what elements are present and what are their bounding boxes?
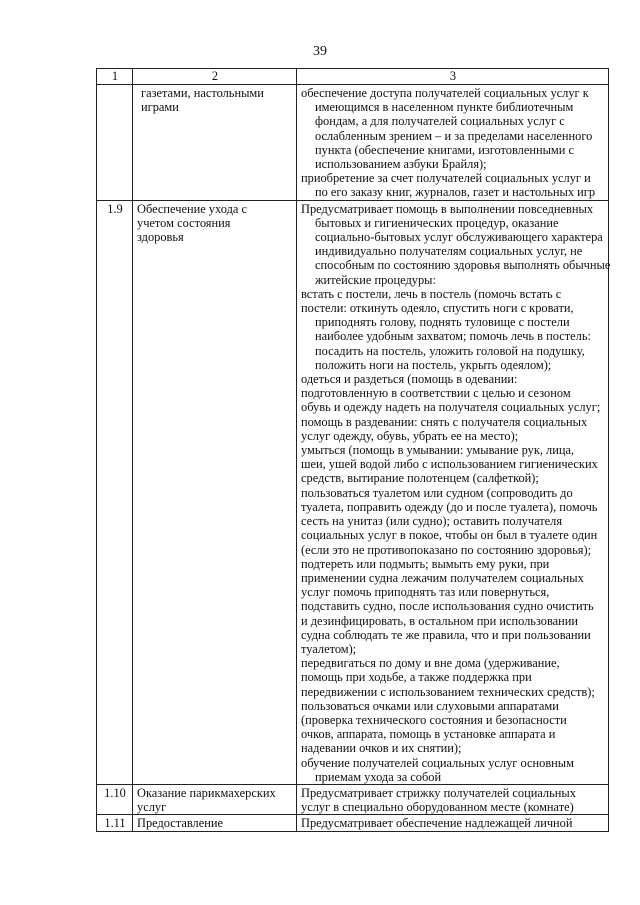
- description-line: приподнять голову, поднять туловище с постели: [315, 315, 570, 330]
- description-line: судна соблюдать те же правила, что и при пользовании: [301, 627, 591, 642]
- description-line: средств, вытирание полотенцем (салфеткой);: [301, 471, 539, 486]
- service-name-line: газетами, настольными: [141, 86, 264, 100]
- description-line: надевании очков и их снятии);: [301, 741, 462, 756]
- table-row: [97, 200, 609, 784]
- service-name: [133, 85, 297, 201]
- description-line: передвижении с использованием технических средств);: [301, 684, 595, 699]
- description-line: Предусматривает помощь в выполнении повседневных: [301, 201, 594, 216]
- description-line: приемам ухода за собой: [315, 769, 442, 784]
- table-row: [97, 85, 609, 201]
- description-line: положить ноги на постель, укрыть одеялом);: [315, 357, 552, 372]
- description-line: помощь при ходьбе, а также поддержка при: [301, 670, 532, 685]
- description-line: шеи, ушей водой либо с использованием гигиенических: [301, 457, 598, 472]
- table-header-row: [97, 69, 609, 85]
- description-line: подготовленную в соответствии с целью и сезоном: [301, 386, 571, 401]
- service-name-line: играми: [141, 100, 179, 115]
- description-line: социальных услуг в покое, чтобы он был в туалете один: [301, 528, 598, 543]
- description-line: ослабленным зрением – и за пределами населенного: [315, 128, 593, 143]
- services-table: [96, 68, 609, 832]
- description-line: одеться и раздеться (помощь в одевании:: [301, 372, 518, 387]
- service-description: [297, 815, 609, 831]
- service-name: [133, 784, 297, 814]
- description-line: встать с постели, лечь в постель (помочь встать с: [301, 286, 562, 301]
- description-line: очков, аппарата, помощь в установке аппарата и: [301, 727, 556, 742]
- description-line: туалетом);: [301, 641, 357, 656]
- service-name-line: Предоставление: [137, 816, 223, 831]
- page-number: 39: [313, 44, 327, 59]
- service-name-line: Обеспечение ухода с: [137, 201, 247, 216]
- description-line: услуг в специально оборудованном месте (комнате): [301, 800, 574, 815]
- description-line: (если это не противопоказано по состоянию здоровья);: [301, 542, 592, 557]
- description-line: обеспечение доступа получателей социальных услуг к: [301, 86, 589, 100]
- service-description: [297, 784, 609, 814]
- service-name-line: здоровья: [137, 230, 184, 245]
- header-cell-2: 2: [133, 69, 297, 85]
- header-cell-1: 1: [97, 69, 133, 85]
- description-line: постели: откинуть одеяло, спустить ноги с кровати,: [301, 301, 574, 316]
- description-line: использованием азбуки Брайля);: [315, 157, 487, 172]
- description-line: имеющимся в населенном пункте библиотечным: [315, 100, 574, 115]
- description-line: туалета, поправить одежду (до и после туалета), помочь: [301, 499, 598, 514]
- description-line: обучение получателей социальных услуг основным: [301, 755, 574, 770]
- description-line: по его заказу книг, журналов, газет и настольных игр: [315, 185, 596, 200]
- description-line: житейские процедуры:: [315, 272, 436, 287]
- description-line: посадить на постель, уложить головой на подушку,: [315, 343, 585, 358]
- description-line: умыться (помощь в умывании: умывание рук, лица,: [301, 443, 575, 458]
- description-line: фондам, а для получателей социальных услуг с: [315, 114, 565, 129]
- service-description: [297, 200, 609, 784]
- description-line: пункта (обеспечение книгами, изготовленными с: [315, 142, 574, 157]
- description-line: (проверка технического состояния и безопасности: [301, 712, 567, 727]
- description-line: сесть на унитаз (или судно); оставить получателя: [301, 514, 563, 529]
- table-row: [97, 815, 609, 831]
- description-line: подтереть или подмыть; вымыть ему руки, при: [301, 556, 550, 571]
- description-line: услуг помочь приподнять таз или повернуться,: [301, 585, 550, 600]
- description-line: передвигаться по дому и вне дома (удерживание,: [301, 656, 560, 671]
- description-line: бытовых и гигиенических процедур, оказание: [315, 215, 559, 230]
- description-line: наиболее удобным захватом; помочь лечь в постель:: [315, 329, 591, 344]
- description-line: индивидуально получателям социальных услуг, не: [315, 244, 583, 259]
- row-number: 1.10: [97, 784, 133, 814]
- description-line: Предусматривает обеспечение надлежащей личной: [301, 816, 573, 831]
- service-description: [297, 85, 609, 201]
- description-line: способным по состоянию здоровья выполнять обычные: [315, 258, 611, 273]
- service-name: [133, 200, 297, 784]
- row-number: [97, 85, 133, 201]
- row-number: 1.9: [97, 200, 133, 784]
- description-line: услуг одежду, обувь, убрать ее на место);: [301, 428, 519, 443]
- description-line: применении судна лежачим получателем социальных: [301, 570, 584, 585]
- description-line: подставить судно, после использования судно очистить: [301, 599, 594, 614]
- description-line: пользоваться туалетом или судном (сопроводить до: [301, 485, 573, 500]
- description-line: помощь в раздевании: снять с получателя социальных: [301, 414, 588, 429]
- description-line: социально-бытовых услуг обслуживающего характера: [315, 230, 603, 245]
- description-line: Предусматривает стрижку получателей социальных: [301, 785, 576, 800]
- service-name-line: услуг: [137, 800, 167, 815]
- description-line: пользоваться очками или слуховыми аппаратами: [301, 698, 559, 713]
- description-line: обувь и одежду надеть на получателя социальных услуг;: [301, 400, 601, 415]
- service-name-line: учетом состояния: [137, 215, 231, 230]
- service-name-line: Оказание парикмахерских: [137, 785, 276, 800]
- row-number: 1.11: [97, 815, 133, 831]
- header-cell-3: 3: [297, 69, 609, 85]
- description-line: приобретение за счет получателей социальных услуг и: [301, 171, 591, 186]
- description-line: и дезинфицировать, в остальном при использовании: [301, 613, 579, 628]
- table-row: [97, 784, 609, 814]
- service-name: [133, 815, 297, 831]
